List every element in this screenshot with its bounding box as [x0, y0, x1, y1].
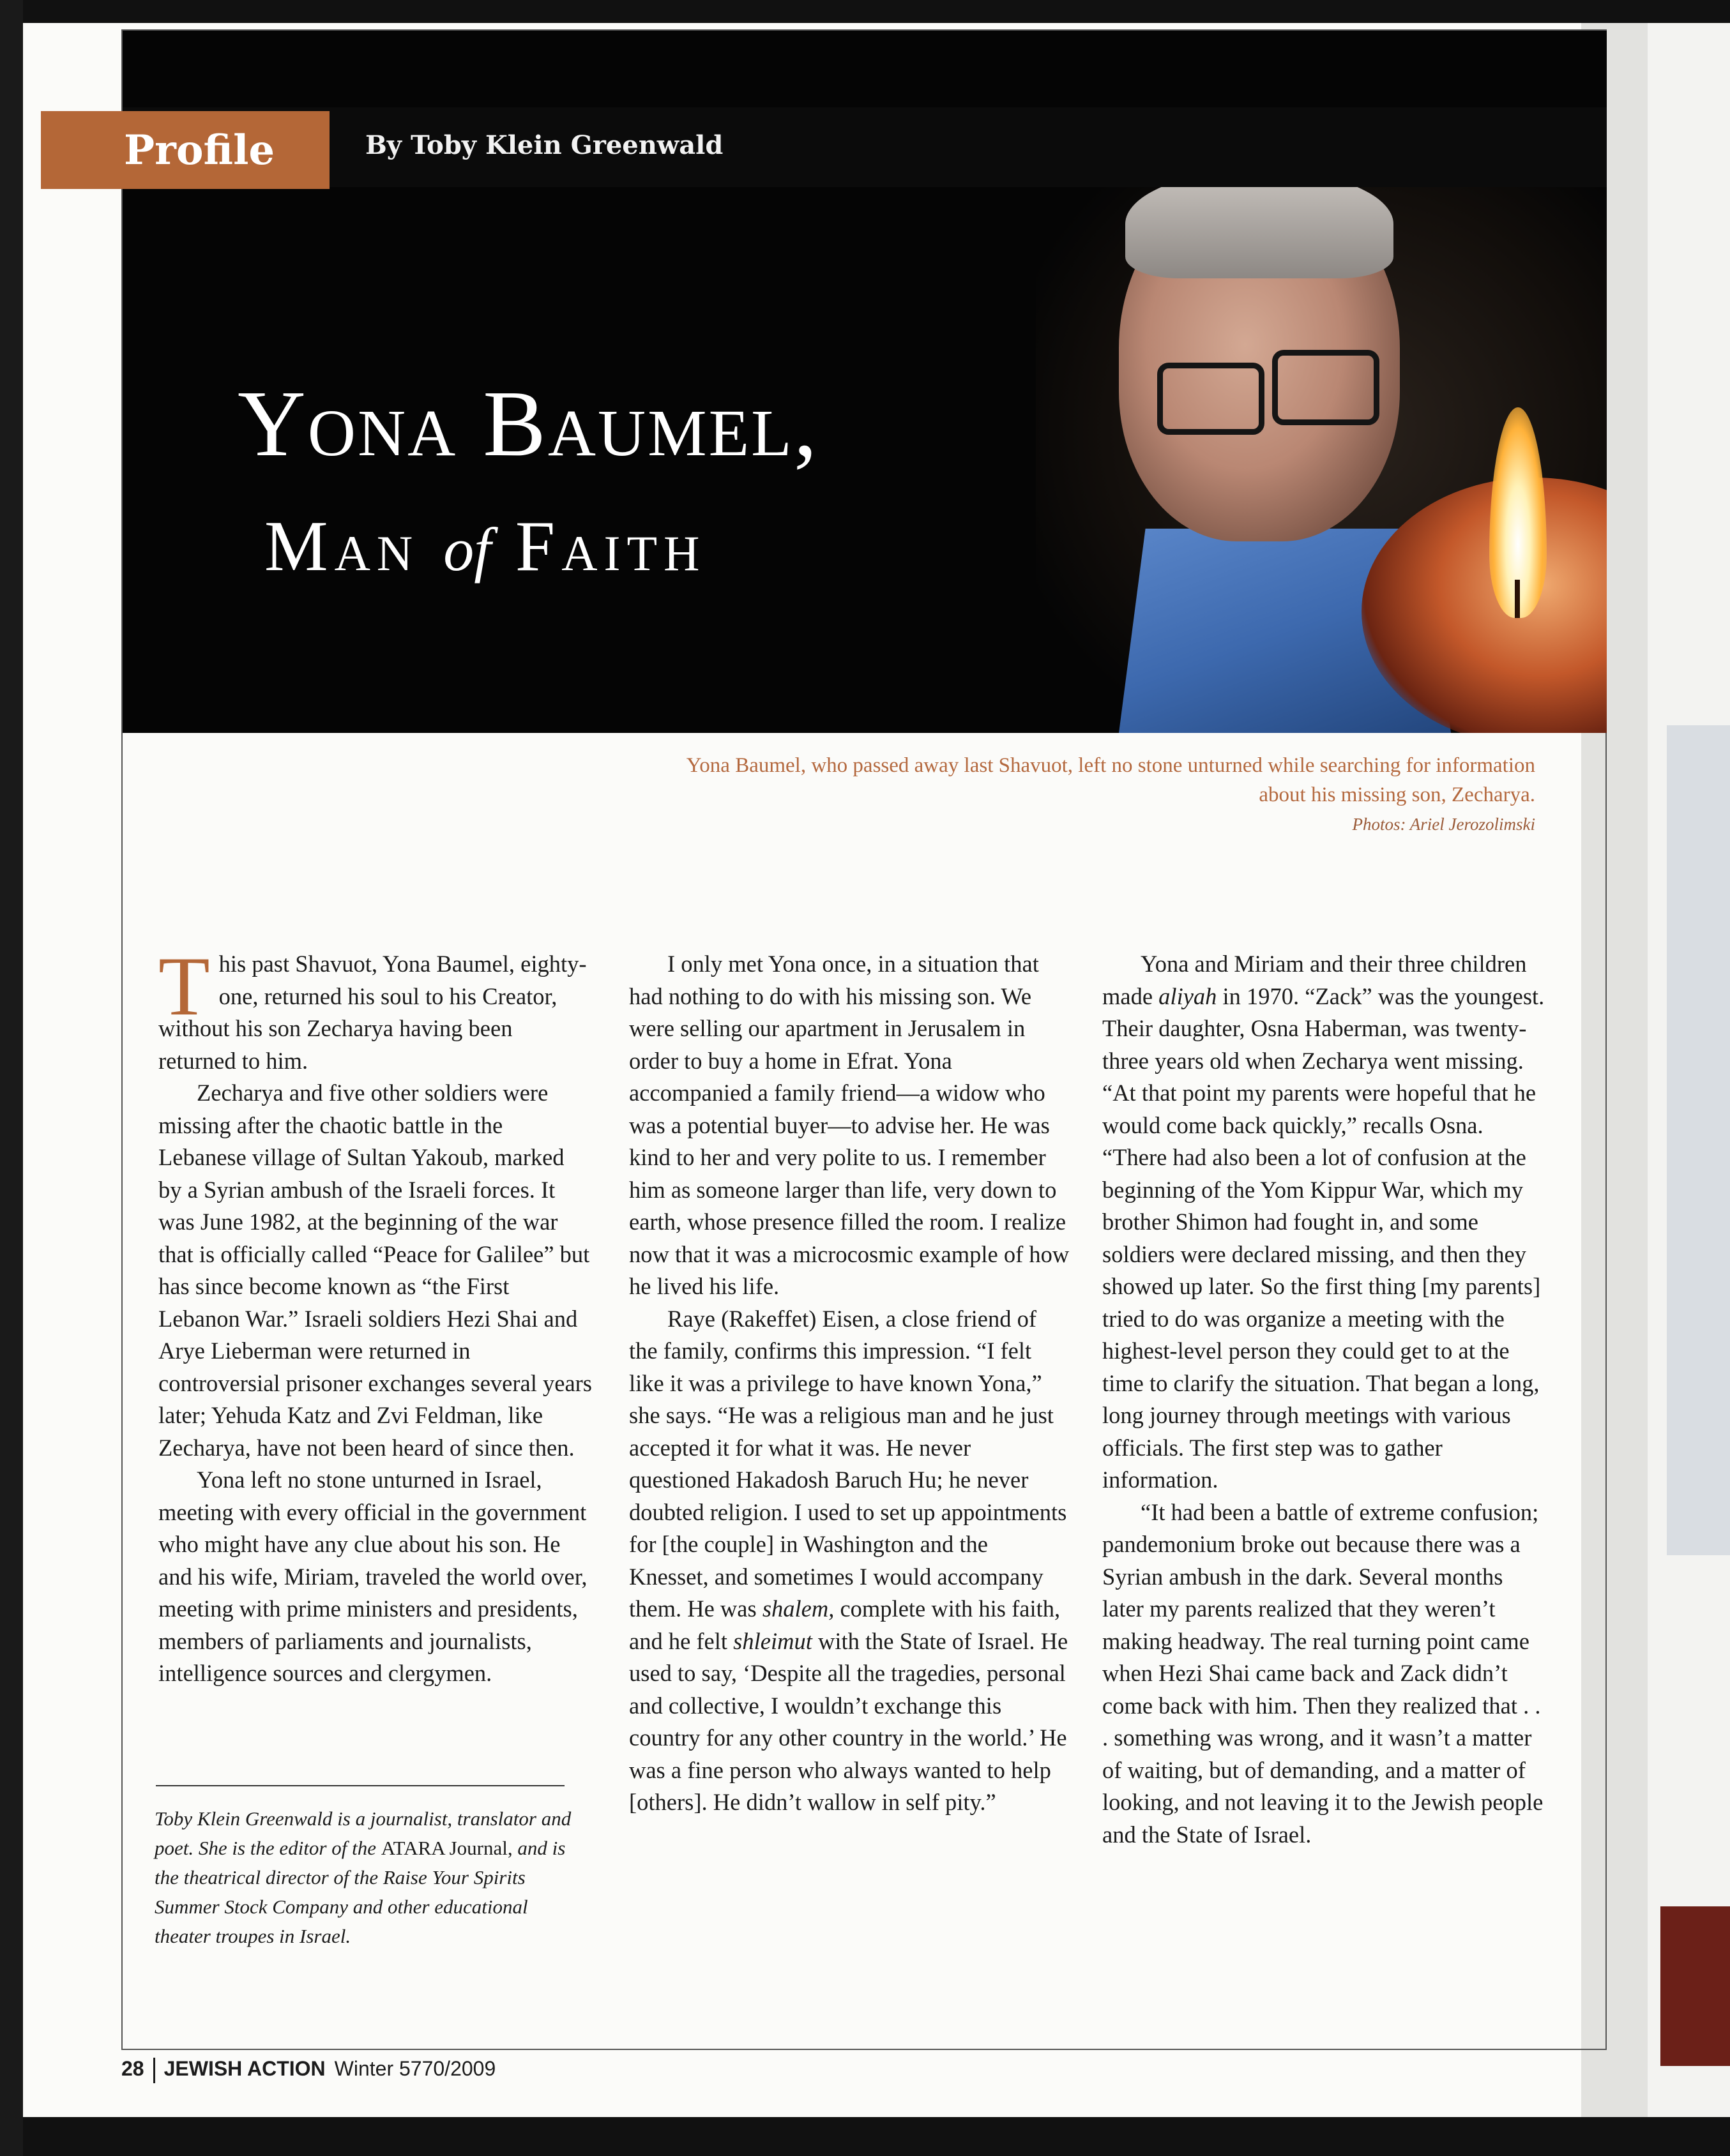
paragraph: “It had been a battle of extreme confusion; pandemonium broke out because there was a Syrian ambush in the dark. Several months later my parents realized that they weren’t making headway. The real turning point came when Hezi Shai came back and Zack didn’t come back with him. Then they realized that . . . something was wrong, and it wasn’t a matter of waiting, but of demanding, and a matter of looking, and not leaving it to the Jewish people and the State of Israel.	[1102, 1498, 1544, 1848]
glasses-icon	[1157, 363, 1264, 435]
header-bar	[123, 107, 1607, 187]
paragraph: Yona and Miriam and their three children made aliyah in 1970. “Zack” was the youngest. Their daughter, Osna Haberman, was twenty-three years old when Zecharya went missing. “At that point my parents were hopeful that he would come back quickly,” recalls Osna. “There had also been a lot of confusion at the beginning of the Yom Kippur War, which my brother Shimon had fought in, and some soldiers were declared missing, and then they showed up later. So the first thing [my parents] tried to do was organize a meeting with the highest-level person they could get to at the time to clarify the situation. That began a long, long journey through meetings with various officials. The first step was to gather information.	[1102, 951, 1545, 1493]
byline: By Toby Klein Greenwald	[365, 130, 724, 160]
drop-cap: T	[158, 939, 210, 1033]
magazine-name: JEWISH ACTION	[163, 2057, 326, 2080]
bio-divider	[156, 1785, 565, 1786]
page-footer	[121, 2057, 496, 2083]
section-label: Profile	[41, 111, 330, 189]
photo-caption: Yona Baumel, who passed away last Shavuot, left no stone unturned while searching for information about his missing son, Zecharya.	[686, 754, 1535, 806]
article-column-1	[158, 939, 593, 1690]
article-column-2	[629, 948, 1070, 1819]
paragraph: Zecharya and five other soldiers were missing after the chaotic battle in the Lebanese village of Sultan Yakoub, marked by a Syrian ambush of the Israeli forces. It was June 1982, at the beginning of the war that is officially called “Peace for Galilee” but has since become known as “the First Lebanon War.” Israeli soldiers Hezi Shai and Arye Lieberman were returned in controversial prisoner exchanges several years later; Yehuda Katz and Zvi Feldman, like Zecharya, have not been heard of since then.	[158, 1080, 593, 1461]
adjacent-page	[1648, 23, 1730, 2117]
photo-credit: Photos: Ariel Jerozolimski	[1352, 815, 1535, 834]
paragraph: Yona left no stone unturned in Israel, meeting with every official in the government who might have any clue about his son. He and his wife, Miriam, traveled the world over, meeting with prime ministers and presidents, members of parliaments and journalists, intelligence sources and clergymen.	[158, 1466, 588, 1686]
paragraph: I only met Yona once, in a situation that had nothing to do with his missing son. We were selling our apartment in Jerusalem in order to buy a home in Efrat. Yona accompanied a family friend—a widow who was a potential buyer—to advise her. He was kind to her and very polite to us. I remember him as someone larger than life, very down to earth, whose presence filled the room. I realize now that it was a microcosmic example of how he lived his life.	[629, 951, 1070, 1299]
article-title-line2: Man of Faith	[264, 507, 706, 586]
paragraph: This past Shavuot, Yona Baumel, eighty-one, returned his soul to his Creator, without his son Zecharya having been returned to him.	[158, 939, 587, 1074]
issue-date: Winter 5770/2009	[334, 2057, 496, 2080]
author-bio: Toby Klein Greenwald is a journalist, translator and poet. She is the editor of the ATARA Journal, and is the theatrical director of the Raise Your Spirits Summer Stock Company and other educational theater troupes in Israel.	[155, 1807, 572, 1947]
scan-border	[0, 0, 23, 2156]
page-number: 28	[121, 2057, 144, 2080]
paragraph: Raye (Rakeffet) Eisen, a close friend of the family, confirms this impression. “I felt like it was a privilege to have known Yona,” she says. “He was a religious man and he just accepted it for what it was. He never questioned Hakadosh Baruch Hu; he never doubted religion. I used to set up appointments for [the couple] in Washington and the Knesset, and sometimes I would accompany them. He was shalem, complete with his faith, and he felt shleimut with the State of Israel. He used to say, ‘Despite all the tragedies, personal and collective, I wouldn’t exchange this country for any other country in the world.’ He was a fine person who always wanted to help [others]. He didn’t wallow in self pity.”	[629, 1305, 1068, 1815]
article-column-3	[1102, 948, 1549, 1851]
article-title-line1: Yona Baumel,	[238, 372, 819, 476]
